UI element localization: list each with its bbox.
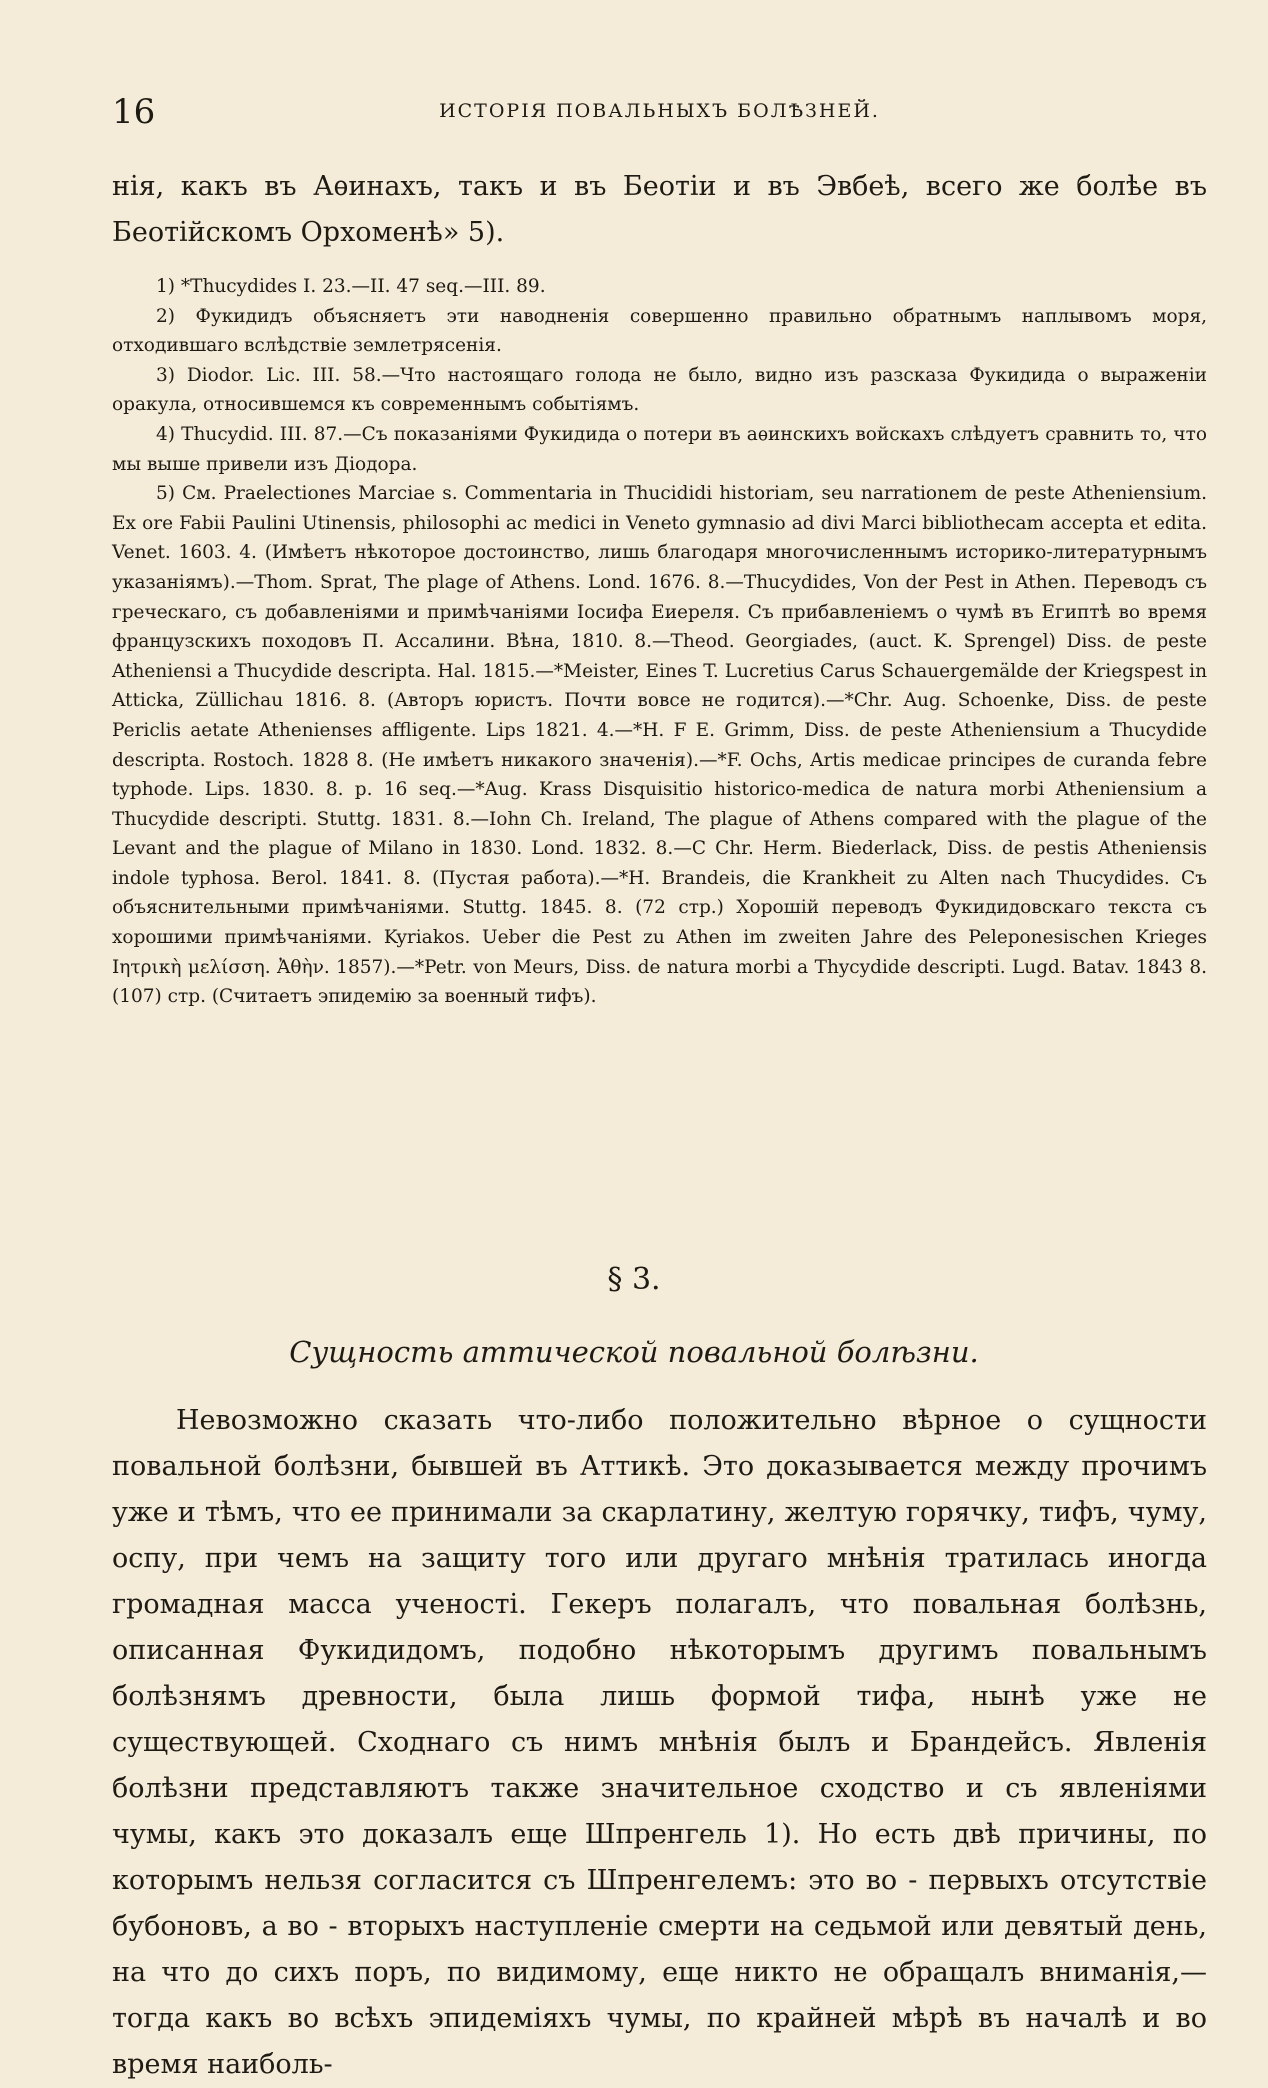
top-text: нія, какъ въ Аѳинахъ, такъ и въ Беотіи и въ Эвбеѣ, всего же болѣе въ Беотійскомъ Орхоменѣ» 5). (112, 171, 1207, 248)
footnotes (112, 272, 1207, 1012)
body-paragraph (112, 1398, 1207, 2088)
top-paragraph (112, 164, 1207, 256)
running-title: ИСТОРІЯ ПОВАЛЬНЫХЪ БОЛѢЗНЕЙ. (439, 100, 880, 122)
footnote-5: 5) См. Praelectiones Marciae s. Commentaria in Thucididi historiam, seu narrationem de peste Atheniensium. Ex ore Fabii Paulini Utinensis, philosophi ac medici in Veneto gymnasio ad divi Marci bibliothecam accepta et edita. Venet. 1603. 4. (Имѣетъ нѣкоторое достоинство, лишь благодаря многочисленнымъ историко-литературнымъ указаніямъ).—Thom. Sprat, The plage of Athens. Lond. 1676. 8.—Thucydides, Von der Pest in Athen. Переводъ съ греческаго, съ добавленіями и примѣчаніями Іосифа Еиереля. Съ прибавленіемъ о чумѣ въ Египтѣ во время французскихъ походовъ П. Ассалини. Вѣна, 1810. 8.—Theod. Georgiades, (auct. K. Sprengel) Diss. de peste Atheniensi a Thucydide descripta. Hal. 1815.—*Meister, Eines T. Lucretius Carus Schauergemälde der Kriegspest in Atticka, Züllichau 1816. 8. (Авторъ юристъ. Почти вовсе не годится).—*Chr. Aug. Schoenke, Diss. de peste Periclis aetate Athenienses affligente. Lips 1821. 4.—*H. F E. Grimm, Diss. de peste Atheniensium a Thucydide descripta. Rostoch. 1828 8. (Не имѣетъ никакого значенія).—*F. Ochs, Artis medicae principes de curanda febre typhode. Lips. 1830. 8. p. 16 seq.—*Aug. Krass Disquisitio historico-medica de natura morbi Atheniensium a Thucydide descripti. Stuttg. 1831. 8.—Iohn Ch. Ireland, The plague of Athens compared with the plague of the Levant and the plague of Milano in 1830. Lond. 1832. 8.—C Chr. Herm. Biederlack, Diss. de pestis Atheniensis indole typhosa. Berol. 1841. 8. (Пустая работа).—*H. Brandeis, die Krankheit zu Alten nach Thucydides. Съ объяснительными примѣчаніями. Stuttg. 1845. 8. (72 стр.) Хорошій переводъ Фукидидовскаго текста съ хорошими примѣчаніями. Kyriakos. Ueber die Pest zu Athen im zweiten Jahre des Peleponesischen Krieges Ιητρικὴ μελίσση. Ἀθὴν. 1857).—*Petr. von Meurs, Diss. de natura morbi a Thycydide descripti. Lugd. Batav. 1843 8. (107) стр. (Считаетъ эпидемію за военный тифъ). (112, 483, 1207, 1008)
footnote-1: 1) *Thucydides I. 23.—II. 47 seq.—III. 89. (156, 276, 546, 297)
body-text: Невозможно сказать что-либо положительно вѣрное о сущности повальной болѣзни, бывшей въ Аттикѣ. Это доказывается между прочимъ уже и тѣмъ, что ее принимали за скарлатину, желтую горячку, тифъ, чуму, оспу, при чемъ на защиту того или другаго мнѣнія тратилась иногда громадная масса ученостi. Гекеръ полагалъ, что повальная болѣзнь, описанная Фукидидомъ, подобно нѣкоторымъ другимъ повальнымъ болѣзнямъ древности, была лишь формой тифа, нынѣ уже не существующей. Сходнаго съ нимъ мнѣнія былъ и Брандейсъ. Явленія болѣзни представляютъ также значительное сходство и съ явленіями чумы, какъ это доказалъ еще Шпренгель 1). Но есть двѣ причины, по которымъ нельзя согласится съ Шпренгелемъ: это во - первыхъ отсутствіе бубоновъ, а во - вторыхъ наступленіе смерти на седьмой или девятый день, на что до сихъ поръ, по видимому, еще никто не обращалъ вниманія,—тогда какъ во всѣхъ эпидеміяхъ чумы, по крайней мѣрѣ въ началѣ и во время наиболь- (112, 1405, 1207, 2080)
section-number: § 3. (607, 1262, 661, 1297)
section-title: Сущность аттической повальной болѣзни. (289, 1335, 979, 1369)
footnote-2: 2) Фукидидъ объясняетъ эти наводненія совершенно правильно обратнымъ наплывомъ моря, отходившаго вслѣдствіе землетрясенія. (112, 305, 1207, 357)
footnote-3: 3) Diodor. Lic. III. 58.—Что настоящаго голода не было, видно изъ разсказа Фукидида о выраженіи оракула, относившемся къ современнымъ событіямъ. (112, 364, 1207, 416)
footnote-4: 4) Thucydid. III. 87.—Съ показаніями Фукидида о потери въ аѳинскихъ войскахъ слѣдуетъ сравнить то, что мы выше привели изъ Діодора. (112, 423, 1207, 475)
page-number: 16 (112, 92, 156, 132)
page-header (112, 92, 1207, 132)
